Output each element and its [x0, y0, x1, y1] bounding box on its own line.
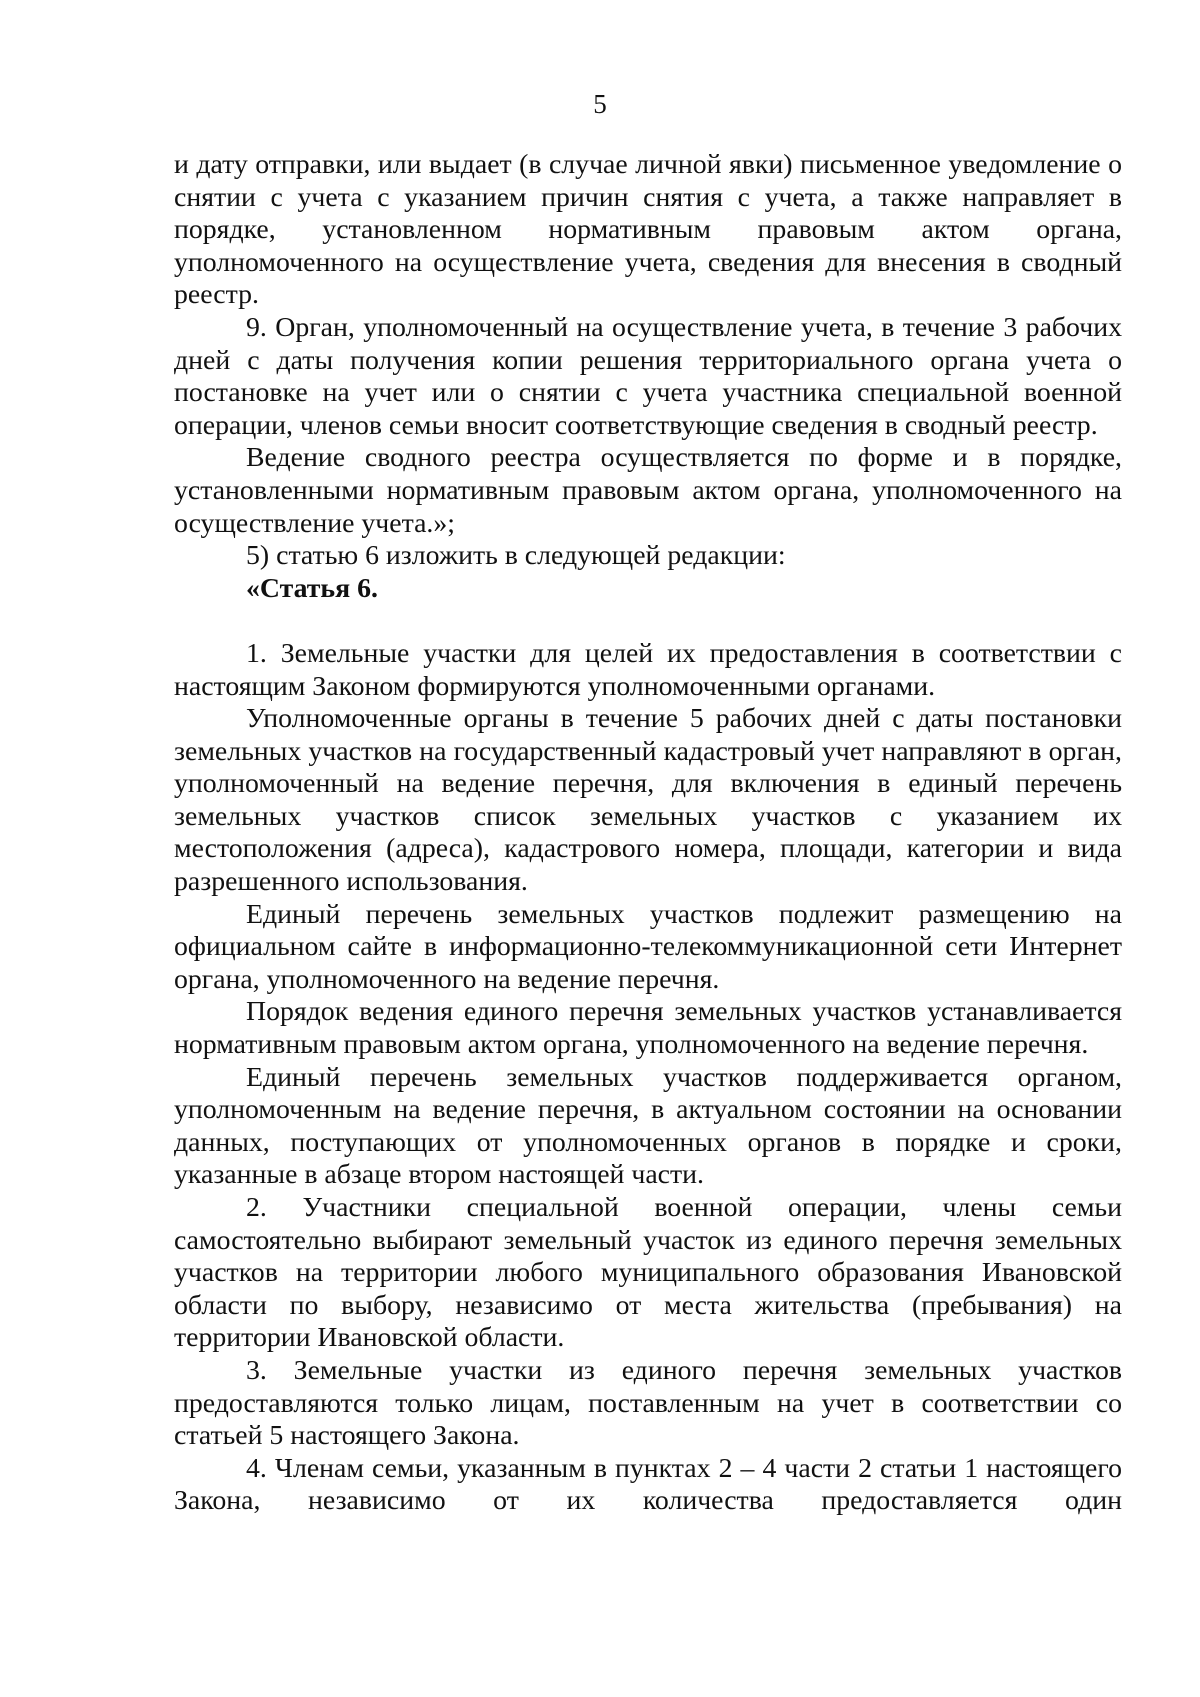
paragraph-continuation: и дату отправки, или выдает (в случае личной явки) письменное уведомление о снятии с учета с указанием причин снятия с учета, а также направляет в порядке, установленном нормативным правовым актом органа, уполномоченного на осуществление учета, сведения для внесения в сводный реестр.: [174, 149, 1122, 311]
paragraph-amendment-5: 5) статью 6 изложить в следующей редакции:: [246, 540, 786, 572]
document-body: [174, 149, 1122, 1518]
paragraph-part-4: 4. Членам семьи, указанным в пунктах 2 – 4 части 2 статьи 1 настоящего Закона, независимо от их количества предоставляется один: [174, 1452, 1122, 1517]
paragraph-summary-registry: Ведение сводного реестра осуществляется по форме и в порядке, установленными нормативным правовым актом органа, уполномоченного на осуществление учета.»;: [174, 442, 1122, 539]
paragraph-list-maintenance: Единый перечень земельных участков поддерживается органом, уполномоченным на ведение перечня, в актуальном состоянии на основании данных, поступающих от уполномоченных органов в порядке и сроки, указанные в абзаце втором настоящей части.: [174, 1061, 1122, 1191]
paragraph-part-1: 1. Земельные участки для целей их предоставления в соответствии с настоящим Законом формируются уполномоченными органами.: [174, 637, 1122, 702]
paragraph-item-9: 9. Орган, уполномоченный на осуществление учета, в течение 3 рабочих дней с даты получения копии решения территориального органа учета о постановке на учет или о снятии с учета участника специальной военной операции, членов семьи вносит соответствующие сведения в сводный реестр.: [174, 311, 1122, 441]
paragraph-part-2: 2. Участники специальной военной операции, члены семьи самостоятельно выбирают земельный участок из единого перечня земельных участков на территории любого муниципального образования Ивановской области по выбору, независимо от места жительства (пребывания) на территории Ивановской области.: [174, 1192, 1122, 1354]
paragraph-list-publication: Единый перечень земельных участков подлежит размещению на официальном сайте в информационно-телекоммуникационной сети Интернет органа, уполномоченного на ведение перечня.: [174, 898, 1122, 995]
paragraph-authorized-bodies: Уполномоченные органы в течение 5 рабочих дней с даты постановки земельных участков на государственный кадастровый учет направляют в орган, уполномоченный на ведение перечня, для включения в единый перечень земельных участков список земельных участков с указанием их местоположения (адреса), кадастрового номера, площади, категории и вида разрешенного использования.: [174, 703, 1122, 898]
page-number: 5: [593, 89, 607, 119]
paragraph-part-3: 3. Земельные участки из единого перечня земельных участков предоставляются только лицам, поставленным на учет в соответствии со статьей 5 настоящего Закона.: [174, 1354, 1122, 1452]
article-heading: «Статья 6.: [246, 572, 378, 604]
paragraph-list-procedure: Порядок ведения единого перечня земельных участков устанавливается нормативным правовым актом органа, уполномоченного на ведение перечня.: [174, 996, 1122, 1061]
